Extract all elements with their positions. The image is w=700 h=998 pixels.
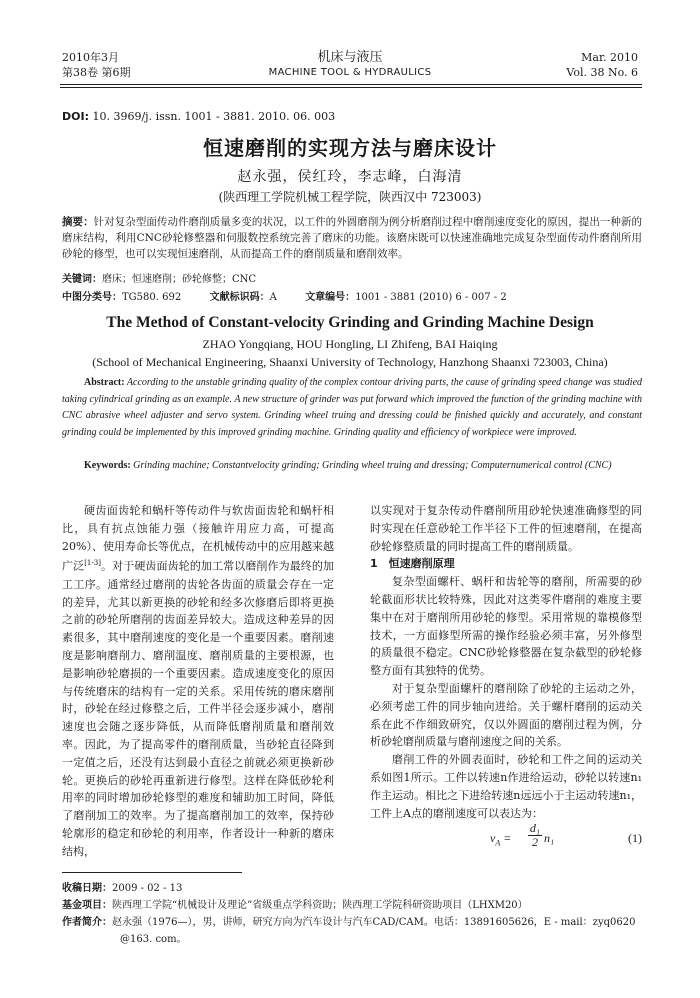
eq-numerator: d₁ — [529, 821, 541, 836]
body-text: 硬齿面齿轮和蜗杆等传动件与软齿面齿轮和蜗杆相比，具有抗点蚀能力强（接触许用应力高，可提高20%）、使用寿命长等优点，在机械传动中的应用越来越广泛 — [62, 504, 334, 574]
keywords-en-text: Grinding machine; Constantvelocity grinding; Grinding wheel truing and dressing; Computernumerical control (CNC) — [133, 460, 612, 471]
body-paragraph: 以实现对于复杂传动件磨削所用砂轮快速准确修型的同时实现在任意砂轮工作半径下工件的恒速磨削，在提高砂轮修整质量的同时提高工件的磨削质量。 — [370, 504, 642, 553]
journal-date-volume-en — [566, 50, 638, 80]
header-date: 2010年3月 — [62, 51, 119, 64]
eq-denominator: 2 — [532, 835, 538, 850]
footnote — [62, 880, 642, 948]
citation-ref: [1-3] — [84, 559, 101, 568]
equation-1 — [370, 822, 642, 856]
fund-info — [62, 897, 642, 914]
keywords-zh — [62, 270, 642, 285]
body-column-right — [370, 502, 642, 856]
doc-code-value: A — [269, 292, 277, 303]
body-paragraph: 对于复杂型面螺杆的磨削除了砂轮的主运动之外，必须考虑工件的同步轴向进给。关于螺杆磨削的运动关系在此不作细致研究，仅以外圆面的磨削过程为例，分析砂轮磨削质量与磨削速度之间的关系。 — [370, 681, 642, 749]
footnote-rule — [62, 872, 242, 873]
keywords-zh-label: 关键词： — [62, 274, 102, 285]
keywords-en — [62, 458, 642, 474]
clc-label: 中图分类号： — [62, 292, 122, 303]
received-date — [62, 880, 642, 897]
journal-name-en: MACHINE TOOL & HYDRAULICS — [268, 67, 432, 78]
abstract-en-label: Abstract: — [84, 377, 125, 388]
body-paragraph — [62, 502, 334, 861]
abstract-en-text: According to the unstable grinding quality of the complex contour driving parts, the cause of grinding speed change was studied taking cylindrical grinding as an example. A new structure of grinder was put forward which improved the function of the grinding machine with CNC abrasive wheel adjuster and servo system. Grinding wheel truing and dressing could be finished quickly and accurately, and constant grinding could be implemented by this improved grinding machine. Grinding quality and efficiency of workpiece were improved. — [62, 377, 643, 438]
paper-title-zh: 恒速磨削的实现方法与磨床设计 — [203, 136, 497, 160]
keywords-en-label: Keywords: — [84, 460, 131, 471]
author-bio-email-domain: @163. com。 — [120, 934, 187, 945]
authors-en: ZHAO Yongqiang, HOU Hongling, LI Zhifeng, BAI Haiqing — [202, 337, 498, 351]
header-date-en: Mar. 2010 — [581, 51, 638, 64]
eq-equals: = — [503, 831, 512, 846]
abstract-en — [62, 375, 642, 441]
body-paragraph: 磨削工件的外圆表面时，砂轮和工件之间的运动关系如图1所示。工件以转速n作进给运动，砂轮以转速n₁作主运动。相比之下进给转速n远远小于主运动转速n₁，工件上A点的磨削速度可以表达为： — [370, 753, 642, 820]
doi-value: 10. 3969/j. issn. 1001 - 3881. 2010. 06. 003 — [92, 110, 336, 123]
keywords-zh-text: 磨床；恒速磨削；砂轮修整；CNC — [102, 274, 257, 285]
paper-title-en: The Method of Constant-velocity Grinding and Grinding Machine Design — [106, 314, 594, 331]
author-bio-label: 作者简介： — [62, 917, 112, 928]
article-no-label: 文章编号： — [305, 292, 356, 303]
doc-code-label: 文献标识码： — [209, 292, 270, 303]
equation-fraction — [528, 822, 542, 849]
header-volume: 第38卷 第6期 — [62, 66, 131, 79]
eq-sub-a: A — [495, 838, 501, 848]
header-rule-thin — [60, 87, 642, 88]
journal-date-volume — [62, 50, 131, 80]
equation-rhs: n₁ — [544, 831, 555, 846]
eq-var-v: v — [490, 831, 496, 846]
header-volume-en: Vol. 38 No. 6 — [566, 66, 638, 79]
abstract-zh — [62, 214, 642, 262]
fund-value: 陕西理工学院“机械设计及理论”省级重点学科资助；陕西理工学院科研资助项目（LHXM20） — [112, 900, 528, 911]
author-bio — [62, 914, 642, 931]
authors-zh: 赵永强，侯红玲，李志峰，白海清 — [237, 169, 463, 185]
affiliation-zh: (陕西理工学院机械工程学院，陕西汉中 723003) — [218, 190, 482, 204]
author-bio-cont — [62, 931, 642, 948]
abstract-zh-text: 针对复杂型面传动件磨削质量多变的状况，以工件的外圆磨削为例分析磨削过程中磨削速度变化的原因，提出一种新的磨床结构，利用CNC砂轮修整器和伺服数控系统完善了磨床的功能。该磨床既可以快速准确地完成复杂型面传动件磨削所用砂轮的修型，也可以实现恒速磨削，从而提高工件的磨削质量和磨削效率。 — [62, 216, 642, 260]
abstract-zh-label: 摘要： — [62, 216, 94, 228]
received-value: 2009 - 02 - 13 — [112, 883, 183, 894]
equation-lhs — [490, 830, 511, 852]
doi-label: DOI: — [62, 110, 89, 123]
journal-name — [200, 50, 500, 80]
equation-number: (1) — [628, 831, 642, 846]
article-no-value: 1001 - 3881 (2010) 6 - 007 - 2 — [355, 292, 507, 303]
header-rule — [60, 84, 642, 85]
body-column-left — [62, 502, 334, 861]
affiliation-en: (School of Mechanical Engineering, Shaanxi University of Technology, Hanzhong Shaanxi 723003, China) — [92, 355, 608, 369]
section-heading: 1 恒速磨削原理 — [370, 557, 455, 571]
fund-label: 基金项目： — [62, 900, 112, 911]
doi — [62, 110, 335, 123]
classification-line — [62, 288, 642, 303]
body-paragraph: 复杂型面螺杆、蜗杆和齿轮等的磨削，所需要的砂轮截面形状比较特殊，因此对这类零件磨削的难度主要集中在对于磨削所用砂轮的修型。采用常规的靠模修型技术，一方面修型所需的操作经验必须丰富，另外修型的质量很不稳定。CNC砂轮修整器在复杂截型的砂轮修整方面有其独特的优势。 — [370, 575, 642, 678]
body-text: 。对于硬齿面齿轮的加工常以磨削作为最终的加工工序。通常经过磨削的齿轮各齿面的质量会存在一定的差异，尤其以新更换的砂轮和经多次修磨后即将更换之前的砂轮所磨削的齿面差异较大。造成这种差异的因素很多，其中磨削速度的变化是一个重要因素。磨削速度是影响磨削力、磨削温度、磨削质量的主要根源，也是影响砂轮磨损的一个重要因素。造成速度变化的原因与传统磨床的结构有一定的关系。采用传统的磨床磨削时，砂轮在经过修整之后，工件半径会逐步减小，磨削速度也会随之逐步降低，从而降低磨削质量和磨削效率。因此，为了提高零件的磨削质量，当砂轮直径降到一定值之后，还没有达到最小直径之前就必须更换新砂轮。更换后的砂轮再重新进行修型。这样在降低砂轮利用率的同时增加砂轮修型的难度和辅助加工时间，降低了磨削加工的效率。为了提高磨削加工的效率，保持砂轮廓形的稳定和砂轮的利用率，作者设计一种新的磨床结构， — [62, 560, 335, 858]
received-label: 收稿日期： — [62, 883, 112, 894]
clc-value: TG580. 692 — [122, 292, 182, 303]
author-bio-value: 赵永强（1976—），男，讲师，研究方向为汽车设计与汽车CAD/CAM。电话：13891605626，E - mail：zyq0620 — [112, 917, 636, 928]
journal-name-zh: 机床与液压 — [317, 50, 383, 65]
